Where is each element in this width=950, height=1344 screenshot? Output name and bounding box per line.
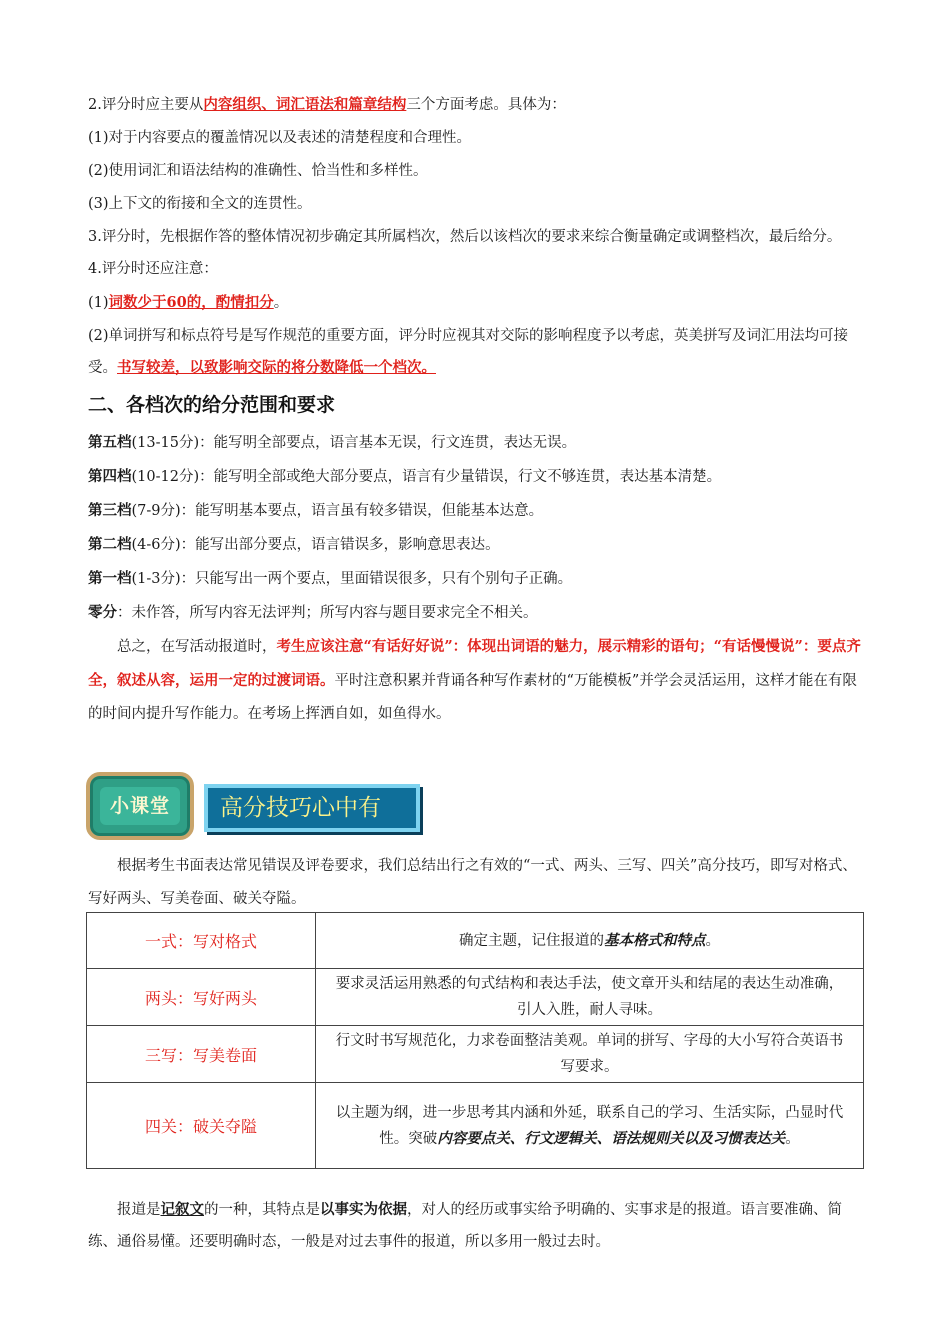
tip-text: 以主题为纲，进一步思考其内涵和外延，联系自己的学习、生活实际，凸显时代性。突破内容要点关、行文逻辑关、语法规则关以及习惯表达关。: [316, 1083, 864, 1169]
tip-text: 要求灵活运用熟悉的句式结构和表达手法，使文章开头和结尾的表达生动准确，引人入胜，耐人寻味。: [316, 969, 864, 1026]
grade-1: 第一档(1-3分)：只能写出一两个要点，里面错误很多，只有个别句子正确。: [88, 570, 573, 587]
table-row: [87, 1026, 864, 1083]
rule-2: 2.评分时应主要从内容组织、词汇语法和篇章结构三个方面考虑。具体为：: [88, 96, 566, 113]
tip-key: 四关：破关夺隘: [87, 1083, 316, 1169]
rule-4-item-1-highlight: 词数少于60的，酌情扣分: [108, 294, 274, 311]
table-row: [87, 913, 864, 969]
rule-4-item-1: (1)词数少于60的，酌情扣分。: [88, 294, 289, 311]
rule-2-item-1: (1)对于内容要点的覆盖情况以及表述的清楚程度和合理性。: [88, 130, 472, 146]
summary-paragraph: 总之，在写活动报道时，考生应该注意“有话好好说”：体现出词语的魅力，展示精彩的语句；“有话慢慢说”：要点齐全，叙述从容，运用一定的过渡词语。平时注意积累并背诵各种写作素材的“万能模板”并学会灵活运用，这样才能在有限的时间内提升写作能力。在考场上挥洒自如，如鱼得水。: [88, 638, 861, 722]
section-2-heading: 二、各档次的给分范围和要求: [88, 394, 336, 416]
grade-5: 第五档(13-15分)：能写明全部要点，语言基本无误，行文连贯，表达无误。: [88, 434, 577, 451]
tip-text: 确定主题，记住报道的基本格式和特点。: [316, 913, 864, 969]
rule-4-item-2: (2)单词拼写和标点符号是写作规范的重要方面，评分时应视其对交际的影响程度予以考虑，英美拼写及词汇用法均可接受。书写较差，以致影响交际的将分数降低一个档次。: [88, 328, 849, 376]
rule-3: 3.评分时，先根据作答的整体情况初步确定其所属档次，然后以该档次的要求来综合衡量确定或调整档次，最后给分。: [88, 229, 842, 245]
rule-2-item-2: (2)使用词汇和语法结构的准确性、恰当性和多样性。: [88, 163, 428, 179]
report-paragraph: 报道是记叙文的一种，其特点是以事实为依据，对人的经历或事实给予明确的、实事求是的报道。语言要准确、简练、通俗易懂。还要明确时态，一般是对过去事件的报道，所以多用一般过去时。: [88, 1201, 842, 1250]
tip-key: 两头：写好两头: [87, 969, 316, 1026]
summary-highlight: 考生应该注意“有话好好说”：体现出词语的魅力，展示精彩的语句；“有话慢慢说”：要点齐全，叙述从容，运用一定的过渡词语。: [88, 638, 861, 689]
tips-intro: [88, 850, 864, 916]
lesson-badge: [86, 772, 194, 840]
grade-4: 第四档(10-12分)：能写明全部或绝大部分要点，语言有少量错误，行文不够连贯，表达基本清楚。: [88, 468, 722, 485]
table-row: [87, 1083, 864, 1169]
grade-2: 第二档(4-6分)：能写出部分要点，语言错误多，影响意思表达。: [88, 536, 500, 553]
rule-2-highlight: 内容组织、词汇语法和篇章结构: [203, 96, 407, 113]
grade-0: 零分：未作答，所写内容无法评判；所写内容与题目要求完全不相关。: [88, 604, 538, 621]
tip-text: 行文时书写规范化，力求卷面整洁美观。单词的拼写、字母的大小写符合英语书写要求。: [316, 1026, 864, 1083]
table-row: [87, 969, 864, 1026]
tips-intro-text: 根据考生书面表达常见错误及评卷要求，我们总结出行之有效的“一式、两头、三写、四关”高分技巧，即写对格式、写好两头、写美卷面、破关夺隘。: [88, 858, 857, 907]
rule-2-item-3: (3)上下文的衔接和全文的连贯性。: [88, 196, 312, 212]
tip-key: 一式：写对格式: [87, 913, 316, 969]
lesson-badge-label: 小课堂: [100, 787, 180, 825]
grade-3: 第三档(7-9分)：能写明基本要点，语言虽有较多错误，但能基本达意。: [88, 502, 544, 519]
rule-4: 4.评分时还应注意：: [88, 261, 218, 277]
rule-4-item-2-highlight: 书写较差，以致影响交际的将分数降低一个档次。: [117, 359, 436, 376]
tips-table: [86, 912, 864, 1169]
lesson-banner: [86, 772, 426, 840]
page-body: [88, 88, 864, 731]
tip-key: 三写：写美卷面: [87, 1026, 316, 1083]
banner-title: 高分技巧心中有: [204, 784, 420, 832]
